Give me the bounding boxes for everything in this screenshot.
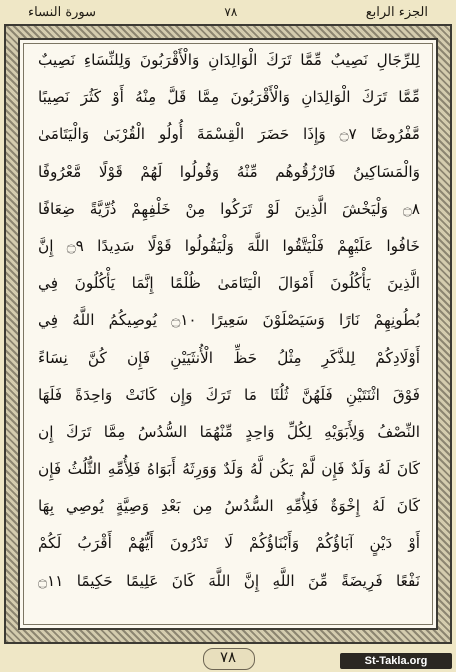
- header-page-number: ٧٨: [224, 5, 238, 19]
- verse-line: أَوْلَادِكُمْ لِلذَّكَرِ مِثْلُ حَظِّ الْأُنثَيَيْنِ فَإِن كُنَّ نِسَاءً: [38, 348, 420, 367]
- watermark: St-Takla.org: [340, 653, 452, 669]
- verse-line: أَوْ دَيْنٍ آبَاؤُكُمْ وَأَبْنَاؤُكُمْ لَا تَدْرُونَ أَيُّهُمْ أَقْرَبُ لَكُمْ: [38, 534, 420, 553]
- verse-line: مِّمَّا تَرَكَ الْوَالِدَانِ وَالْأَقْرَبُونَ مِمَّا قَلَّ مِنْهُ أَوْ كَثُرَ نَصِيبًا: [38, 88, 420, 107]
- verse-line: ۝٨ وَلْيَخْشَ الَّذِينَ لَوْ تَرَكُوا مِنْ خَلْفِهِمْ ذُرِّيَّةً ضِعَافًا: [38, 199, 420, 218]
- verse-line: النِّصْفُ وَلِأَبَوَيْهِ لِكُلِّ وَاحِدٍ مِّنْهُمَا السُّدُسُ مِمَّا تَرَكَ إِن: [38, 422, 420, 441]
- verse-line: الَّذِينَ يَأْكُلُونَ أَمْوَالَ الْيَتَامَىٰ ظُلْمًا إِنَّمَا يَأْكُلُونَ فِي: [38, 274, 420, 293]
- page-number: ٧٨: [219, 648, 237, 666]
- verse-line: فَوْقَ اثْنَتَيْنِ فَلَهُنَّ ثُلُثَا مَا تَرَكَ وَإِن كَانَتْ وَاحِدَةً فَلَهَا: [38, 385, 420, 404]
- juz-title: الجزء الرابع: [365, 4, 428, 20]
- verse-line: نَفْعًا فَرِيضَةً مِّنَ اللَّهِ إِنَّ اللَّهَ كَانَ عَلِيمًا حَكِيمًا ۝١١: [38, 571, 420, 590]
- verse-line: خَافُوا عَلَيْهِمْ فَلْيَتَّقُوا اللَّهَ وَلْيَقُولُوا قَوْلًا سَدِيدًا ۝٩ إِنَّ: [38, 236, 420, 255]
- verse-line: كَانَ لَهُ إِخْوَةٌ فَلِأُمِّهِ السُّدُسُ مِن بَعْدِ وَصِيَّةٍ يُوصِي بِهَا: [38, 497, 420, 516]
- page-header: [0, 0, 456, 24]
- verse-line: لِلرِّجَالِ نَصِيبٌ مِّمَّا تَرَكَ الْوَالِدَانِ وَالْأَقْرَبُونَ وَلِلنِّسَاءِ نَصِيبٌ: [38, 51, 420, 69]
- verse-line: كَانَ لَهُ وَلَدٌ فَإِن لَّمْ يَكُن لَّهُ وَلَدٌ وَوَرِثَهُ أَبَوَاهُ فَلِأُمِّهِ الثُّلُثُ فَإِن: [38, 460, 420, 479]
- verse-line: بُطُونِهِمْ نَارًا وَسَيَصْلَوْنَ سَعِيرًا ۝١٠ يُوصِيكُمُ اللَّهُ فِي: [38, 311, 420, 330]
- verse-line: مَّفْرُوضًا ۝٧ وَإِذَا حَضَرَ الْقِسْمَةَ أُولُو الْقُرْبَىٰ وَالْيَتَامَىٰ: [38, 125, 420, 144]
- verse-lines: [38, 42, 420, 600]
- surah-title: سورة النساء: [28, 4, 97, 20]
- verse-line: وَالْمَسَاكِينُ فَارْزُقُوهُم مِّنْهُ وَقُولُوا لَهُمْ قَوْلًا مَّعْرُوفًا: [38, 162, 420, 181]
